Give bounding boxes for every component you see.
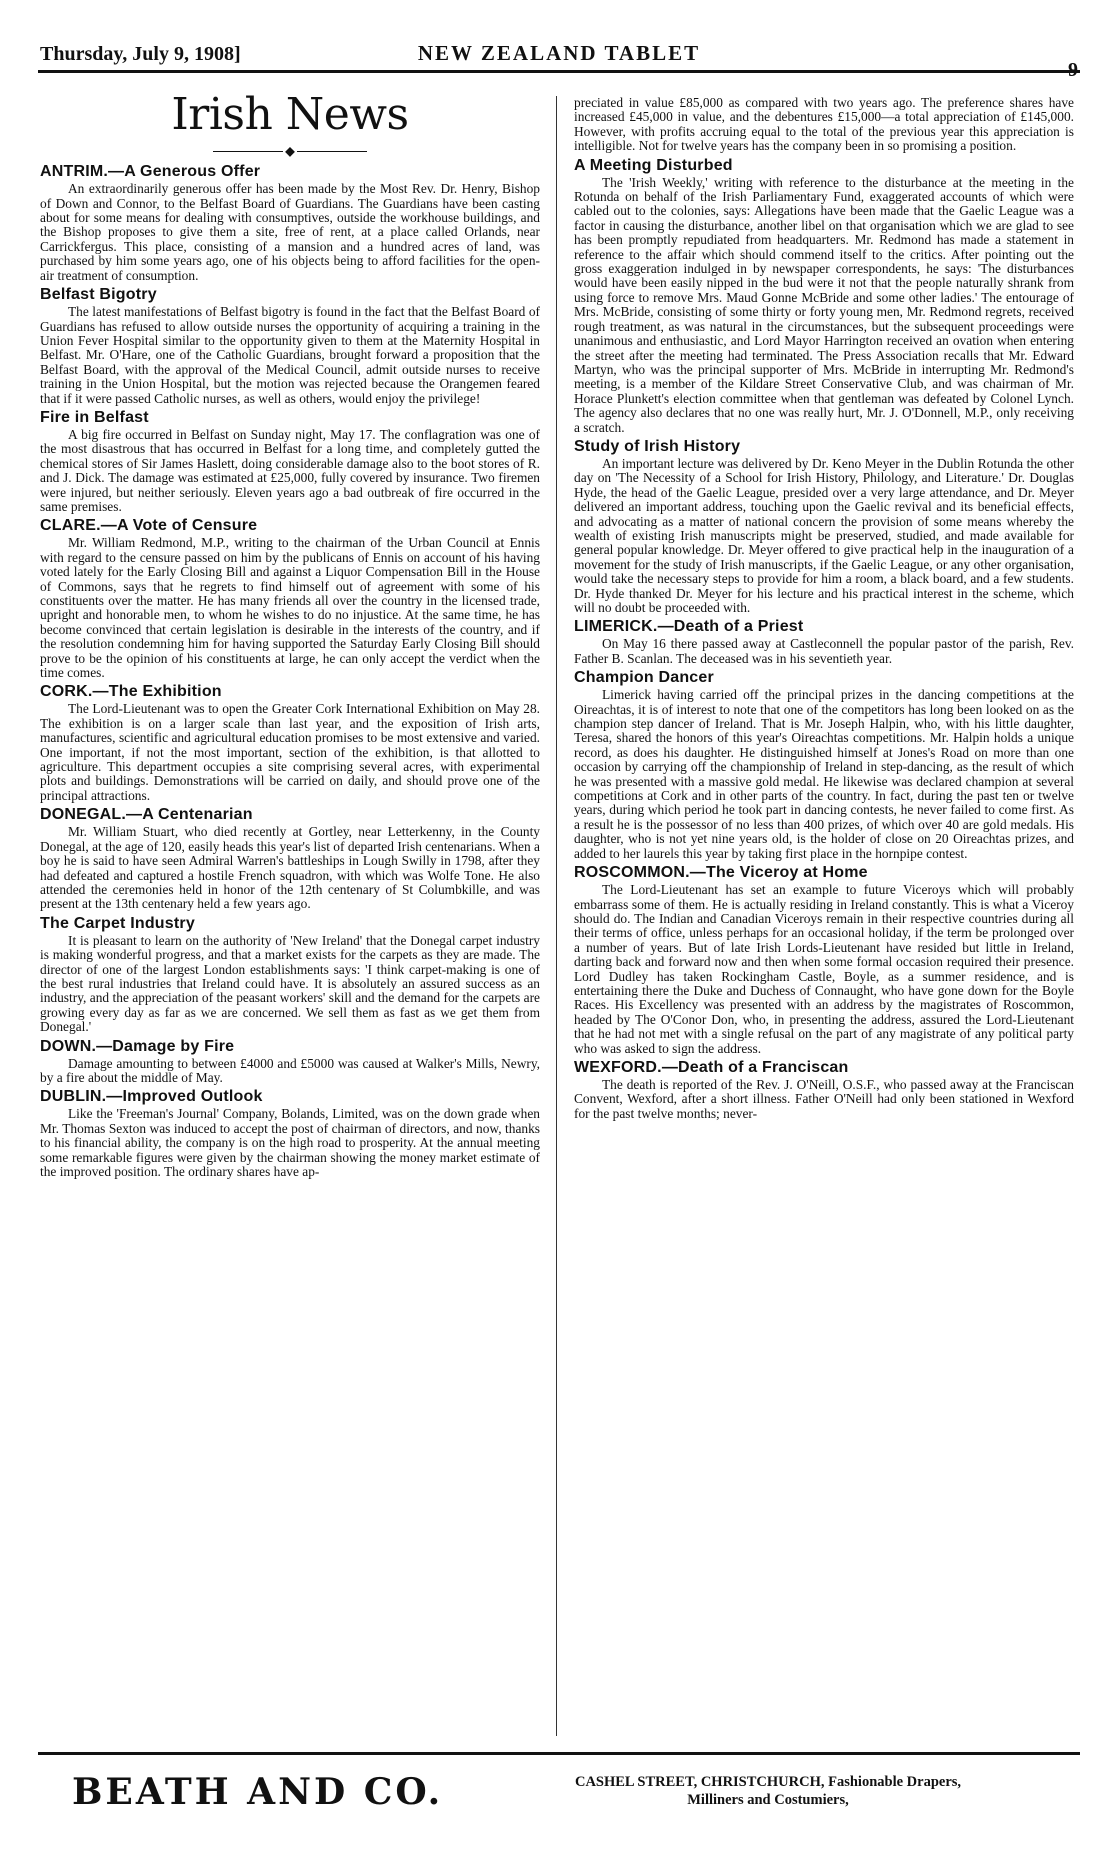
advertiser-address-line: CASHEL STREET, CHRISTCHURCH, Fashionable Drapers, bbox=[574, 1774, 962, 1790]
article-headline: WEXFORD.—Death of a Franciscan bbox=[574, 1058, 849, 1076]
article-headline: Belfast Bigotry bbox=[40, 286, 157, 304]
left-column bbox=[40, 88, 540, 1740]
article bbox=[574, 669, 1074, 861]
section-title: Irish News bbox=[171, 89, 409, 140]
page-number: 9 bbox=[1068, 59, 1078, 81]
advertiser-name: BEATH AND CO. bbox=[72, 1771, 444, 1813]
advertisement-footer bbox=[38, 1752, 1080, 1825]
article-headline: The Carpet Industry bbox=[40, 914, 195, 932]
article-body: The 'Irish Weekly,' writing with reference to the disturbance at the meeting in the Rotunda on behalf of the Irish Parliamentary Fund, exaggerated accounts of which were cabled out to the colonies, says: Allegations have been made that the Gaelic League was a factor in causing the disturbance, another libel on that organisation which we are glad to see has been promptly repudiated from headquarters. Mr. Redmond has made a statement in reference to the affair which should commend itself to the critics. After pointing out the gross exaggeration indulged in by newspaper correspondents, he says: 'The disturbances would have been easily nipped in the bud were it not that the people naturally shrank from using force to remove Mrs. Maud Gonne McBride and some other ladies.' The entourage of Mrs. McBride, consisting of some thirty or forty young men, Mr. Redmond regrets, received rough treatment, as was natural in the circumstances, but the subsequent proceedings were unanimous and enthusiastic, and Lord Mayor Harrington received an ovation when entering the street after the meeting had terminated. The Press Association recalls that Mr. Edward Martyn, who was the principal supporter of Mrs. McBride in interrupting Mr. Redmond's meeting, is a member of the Kildare Street Conservative Club, and was chairman of Mr. Horace Plunkett's election committee when that gentleman was defeated by Colonel Lynch. The agency also declares that no one was really hurt, Mr. J. O'Donnell, M.P., only receiving a scratch. bbox=[574, 174, 1074, 435]
publication-title: NEW ZEALAND TABLET bbox=[417, 41, 701, 65]
article-headline: Champion Dancer bbox=[574, 669, 714, 687]
article bbox=[40, 517, 540, 680]
article bbox=[574, 1059, 1074, 1121]
article bbox=[40, 286, 540, 406]
article-body: preciated in value £85,000 as compared with two years ago. The preference shares have increased £45,000 in value, and the debentures £15,000—a total appreciation of £145,000. However, with profits accruing equal to the total of the previous year this appreciation is intelligible. Not for twelve years has the company been in so promising a position. bbox=[574, 96, 1074, 154]
article-headline: Fire in Belfast bbox=[40, 408, 149, 426]
article bbox=[574, 96, 1074, 154]
article-body: Limerick having carried off the principal prizes in the dancing competitions at the Oireachtas, it is of interest to note that one of the competitors has long been looked on as the champion step dancer of Ireland. That is Mr. Joseph Halpin, who, with his little daughter, Teresa, shared the honors of this year's Oireachtas competitions. Mr. Halpin holds a unique record, as does his daughter. He distinguished himself at Jones's Road on more than one occasion by carrying off the championship of Ireland in step-dancing, as the result of which he was presented with a massive gold medal. He likewise was declared champion at several competitions at Cork and in other parts of the country. In fact, during the past ten or twelve years, during which period he took part in dancing contests, he never failed to come first. As a result he is the possessor of no less than 400 prizes, of which over 40 are gold medals. His daughter, who is not yet nine years old, is the holder of close on 20 Oireachtas prizes, and added to her laurels this year by taking first place in the hornpipe contest. bbox=[574, 687, 1074, 861]
article bbox=[574, 157, 1074, 435]
article-headline: CLARE.—A Vote of Censure bbox=[40, 517, 258, 535]
article-body: Damage amounting to between £4000 and £5000 was caused at Walker's Mills, Newry, by a fire about the middle of May. bbox=[40, 1055, 540, 1085]
article-body: An important lecture was delivered by Dr. Keno Meyer in the Dublin Rotunda the other day on 'The Necessity of a School for Irish History, Philology, and Literature.' Dr. Douglas Hyde, the head of the Gaelic League, presided over a very large attendance, and Dr. Meyer delivered an important address, touching upon the Gaelic revival and its beneficial effects, and advocating as a matter of national concern the provision of some means whereby the wealth of existing Irish manuscripts might be preserved, studied, and made available for general popular knowledge. Dr. Meyer offered to give practical help in the inauguration of a movement for the study of Irish manuscripts, if the Gaelic League, or any other organisation, would take the necessary steps to provide for him a room, a black board, and a few students. Dr. Hyde thanked Dr. Meyer for his lecture and his practical interest in the scheme, which will no doubt be proceeded with. bbox=[574, 455, 1074, 615]
article-headline: LIMERICK.—Death of a Priest bbox=[574, 618, 804, 636]
article-body: The Lord-Lieutenant was to open the Greater Cork International Exhibition on May 28. The exhibition is on a larger scale than last year, and the exposition of Irish arts, manufactures, scientific and agricultural education promises to be most extensive and varied. One important, if not the most important, section of the exhibition, is that allotted to agriculture. This department occupies a site comprising several acres, with experimental plots and buildings. Demonstrations will be carried on daily, and should prove one of the principal attractions. bbox=[40, 701, 540, 803]
article bbox=[574, 438, 1074, 615]
article bbox=[40, 163, 540, 283]
advertiser-address-line: Milliners and Costumiers, bbox=[687, 1792, 849, 1808]
article bbox=[40, 1038, 540, 1086]
article-body: An extraordinarily generous offer has been made by the Most Rev. Dr. Henry, Bishop of Down and Connor, to the Belfast Board of Guardians. The Guardians have been casting about for some means for dealing with consumptives, outside the workhouse buildings, and the Bishop proposes to give them a site, free of rent, at a place called Orlands, near Carrickfergus. This place, consisting of a mansion and a hundred acres of land, was purchased by him some years ago, one of his objects being to afford facilities for the open-air treatment of consumption. bbox=[40, 181, 540, 283]
article-headline: ANTRIM.—A Generous Offer bbox=[40, 163, 261, 181]
article-headline: DONEGAL.—A Centenarian bbox=[40, 806, 253, 824]
article-headline: DOWN.—Damage by Fire bbox=[40, 1037, 235, 1055]
article-headline: DUBLIN.—Improved Outlook bbox=[40, 1088, 263, 1106]
article-body: On May 16 there passed away at Castleconnell the popular pastor of the parish, Rev. Father B. Scanlan. The deceased was in his seventieth year. bbox=[574, 636, 1074, 666]
article-headline: ROSCOMMON.—The Viceroy at Home bbox=[574, 864, 868, 882]
article bbox=[574, 864, 1074, 1056]
issue-date: Thursday, July 9, 1908] bbox=[40, 43, 241, 65]
advertiser-address bbox=[508, 1773, 1028, 1809]
article-body: Mr. William Stuart, who died recently at Gortley, near Letterkenny, in the County Donegal, at the age of 120, easily heads this year's list of departed Irish centenarians. When a boy he is said to have seen Admiral Warren's battleships in Lough Swilly in 1798, after they had defeated and captured a hostile French squadron, with which was Wolfe Tone. He also attended the ceremonies held in honor of the 12th centenary of St Columbkille, and was present at the 13th centenary held a few years ago. bbox=[40, 824, 540, 912]
article bbox=[40, 1088, 540, 1179]
article-body: Like the 'Freeman's Journal' Company, Bolands, Limited, was on the down grade when Mr. Thomas Sexton was induced to accept the post of chairman of directors, and now, thanks to his financial ability, the company is on the high road to prosperity. At the annual meeting some remarkable figures were given by the chairman showing the money market estimate of the improved position. The ordinary shares have ap- bbox=[40, 1106, 540, 1179]
article-body: The Lord-Lieutenant has set an example to future Viceroys which will probably embarrass some of them. He is actually residing in Ireland constantly. This is what a Viceroy should do. The Indian and Canadian Viceroys remain in their respective countries during all their terms of office, unless perhaps for an occasional holiday, if the term be prolonged over a number of years. But of late Irish Lords-Lieutenant have resided but little in Ireland, darting back and forward now and then when some formal occasion required their presence. Lord Dudley has taken Rockingham Castle, Boyle, as a summer residence, and is entertaining there the Duke and Duchess of Connaught, who have gone down for the Boyle Races. His Excellency was presented with an address by the magistrates of Roscommon, headed by The O'Conor Don, who, in presenting the address, assured the Lord-Lieutenant that he had not met with a single refusal on the part of any magistrate of any political party who was asked to sign the address. bbox=[574, 882, 1074, 1056]
article-body: Mr. William Redmond, M.P., writing to the chairman of the Urban Council at Ennis with regard to the censure passed on him by the publicans of Ennis on account of his having voted lately for the Early Closing Bill and against a Liquor Compensation Bill in the House of Commons, says that he regrets to find himself out of agreement with some of his constituents over the matter. He has many friends all over the country in the licensed trade, upright and honorable men, to whom he wishes to do no injustice. At the same time, he has become convinced that certain legislation is desirable in the interests of the country, and if the resolution condemning him for having supported the Saturday Early Closing Bill should prove to be the opinion of his constituents at large, he can only accept the verdict when the time comes. bbox=[40, 535, 540, 681]
diamond-ornament-icon: ◆ bbox=[285, 144, 295, 159]
article bbox=[40, 806, 540, 911]
article bbox=[40, 683, 540, 803]
article-headline: CORK.—The Exhibition bbox=[40, 683, 222, 701]
article-headline: Study of Irish History bbox=[574, 437, 741, 455]
article-body: A big fire occurred in Belfast on Sunday night, May 17. The conflagration was one of the most disastrous that has occurred in Belfast for a long time, and completely gutted the chemical stores of Sir James Haslett, doing considerable damage also to the boot stores of R. and J. Dick. The damage was estimated at £25,000, fully covered by insurance. Two firemen were injured, but neither seriously. Eleven years ago a bad outbreak of fire occurred in the same premises. bbox=[40, 426, 540, 514]
article bbox=[574, 618, 1074, 666]
right-column bbox=[574, 96, 1074, 1748]
article bbox=[40, 915, 540, 1035]
article-body: The death is reported of the Rev. J. O'Neill, O.S.F., who passed away at the Franciscan Convent, Wexford, after a short illness. Father O'Neill had only been stationed in Wexford for the past twelve months; never- bbox=[574, 1076, 1074, 1121]
left-articles bbox=[40, 163, 540, 1179]
article bbox=[40, 409, 540, 514]
column-divider bbox=[556, 96, 557, 1736]
title-ornament-divider bbox=[40, 142, 540, 159]
article-body: It is pleasant to learn on the authority of 'New Ireland' that the Donegal carpet industry is making wonderful progress, and that a market exists for the carpets as they are made. The director of one of the largest London establishments says: 'I think carpet-making is one of the best rural industries that Ireland could have. It is absolutely an assured success as an industry, and the appreciation of the peasant workers' skill and the demand for the carpets are growing every day as far as we are concerned. We sell them as fast as we get them from Donegal.' bbox=[40, 932, 540, 1035]
article-body: The latest manifestations of Belfast bigotry is found in the fact that the Belfast Board of Guardians has refused to allow outside nurses the opportunity of acquiring a training in the Union Fever Hospital similar to the opportunity given to them at the Maternity Hospital in Belfast. Mr. O'Hare, one of the Catholic Guardians, brought forward a proposition that the Belfast Board, with the approval of the Medical Council, admit outside nurses to receive training in the Union Hospital, but the motion was rejected because the Orangemen feared that if it were passed Catholic nurses, as well as others, would enjoy the privilege! bbox=[40, 304, 540, 406]
article-headline: A Meeting Disturbed bbox=[574, 156, 733, 174]
masthead bbox=[38, 36, 1080, 81]
